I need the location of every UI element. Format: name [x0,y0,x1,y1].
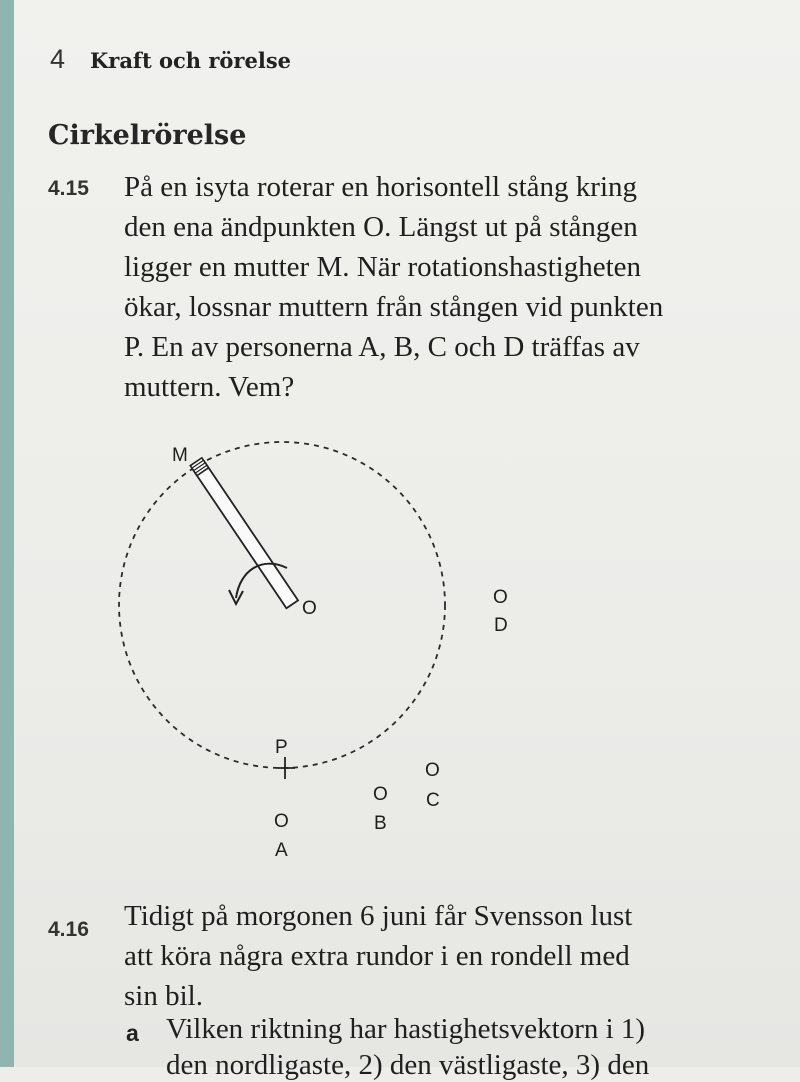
problem-text-line: den ena ändpunkten O. Längst ut på stången [124,211,638,243]
problem-text-line: Tidigt på morgonen 6 juni får Svensson lust [124,900,633,932]
person-c-marker: O [425,760,440,781]
problem-number-4-16: 4.16 [48,918,89,941]
subquestion-label-a: a [126,1020,139,1046]
problem-text-line: att köra några extra rundor i en rondell med [124,940,630,972]
label-a: A [275,840,288,861]
person-d-marker: O [493,587,508,608]
label-o: O [302,598,317,619]
problem-text-line: ökar, lossnar muttern från stången vid punkten [124,291,664,323]
label-p: P [275,737,288,758]
circle-path [119,442,445,768]
subquestion-a-text: Vilken riktning har hastighetsvektorn i 1) [166,1013,646,1045]
rod [190,458,298,608]
label-b: B [374,813,387,834]
chapter-number: 4 [50,44,66,74]
problem-text-line: P. En av personerna A, B, C och D träffas av [124,331,640,363]
person-a-marker: O [274,811,289,832]
problem-text-line: sin bil. [124,980,203,1012]
label-m: M [172,445,188,466]
problem-text-line: muttern. Vem? [124,371,295,403]
label-d: D [494,615,508,636]
problem-text-line: På en isyta roterar en horisontell stång kring [124,171,638,203]
chapter-title: Kraft och rörelse [90,48,291,73]
problem-number-4-15: 4.15 [48,177,89,200]
problem-text-line: ligger en mutter M. När rotationshastigheten [124,251,642,283]
person-b-marker: O [373,784,388,805]
section-title: Cirkelrörelse [48,120,247,151]
subquestion-a-text-cont: den nordligaste, 2) den västligaste, 3) den [166,1049,650,1081]
label-c: C [426,790,440,811]
